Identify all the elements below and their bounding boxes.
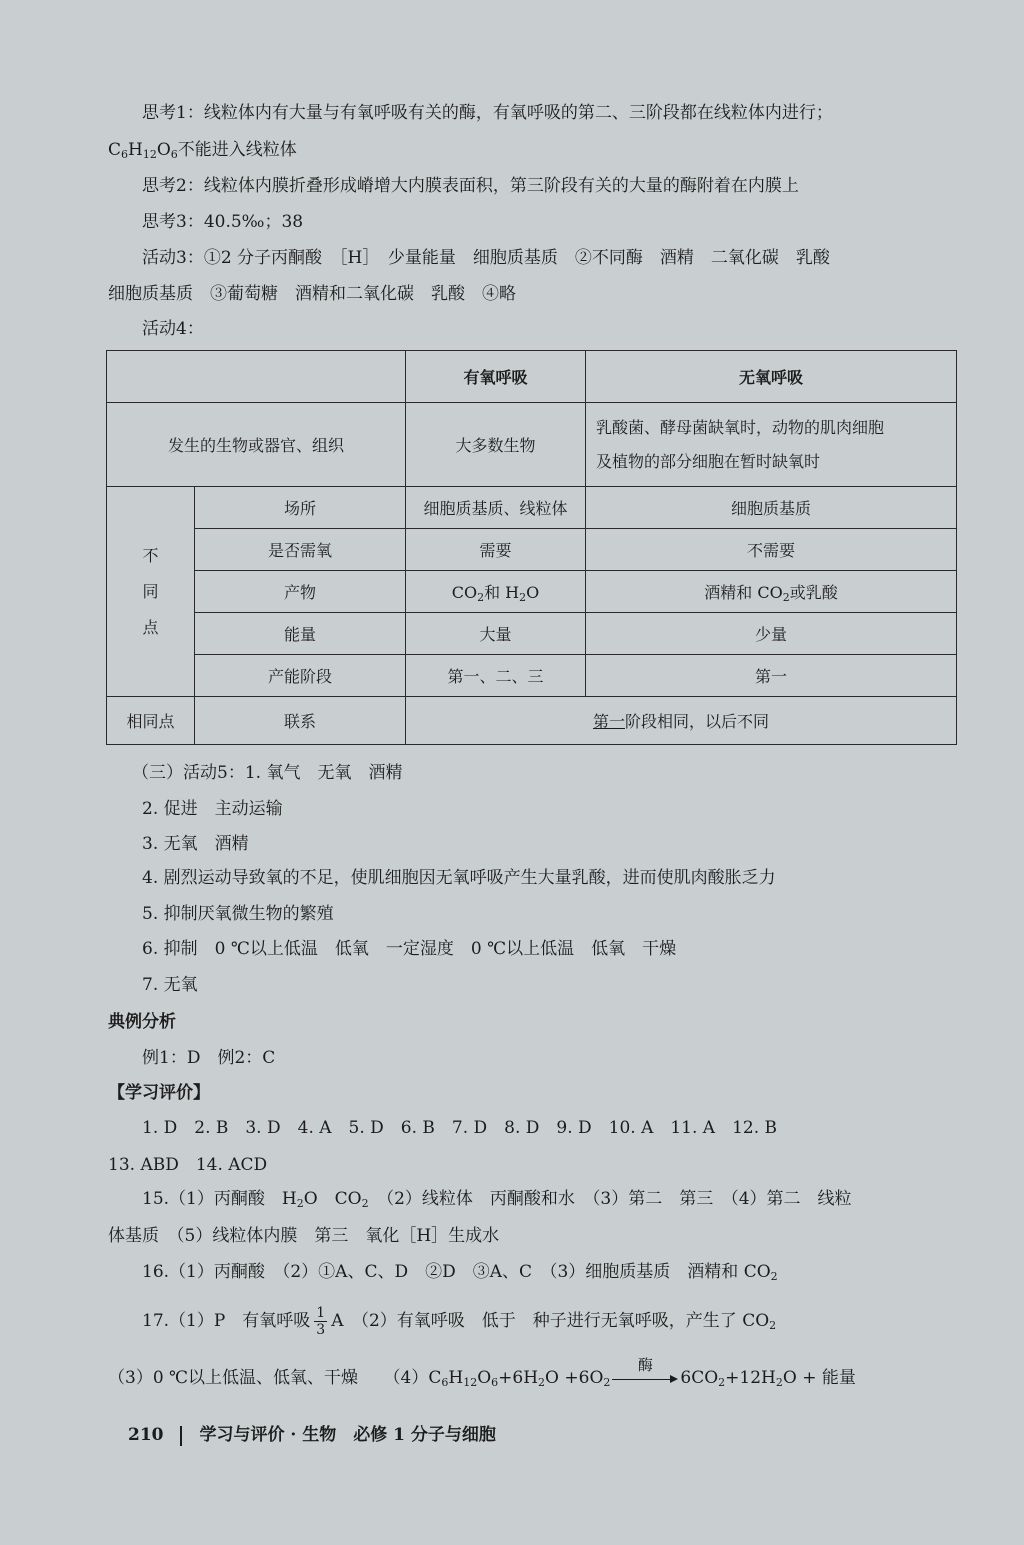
fraction-one-third: $\frac{1}{3}$ — [316, 1305, 326, 1338]
same-text: 第一阶段相同，以后不同 — [406, 697, 957, 745]
example-answers: 例1：D 例2：C — [142, 1048, 276, 1068]
energy-anaerobic: 少量 — [586, 613, 957, 655]
think3-line: 思考3：40.5‰；38 — [142, 212, 304, 232]
location-aerobic: 细胞质基质、线粒体 — [406, 487, 586, 529]
organisms-anaerobic: 乳酸菌、酵母菌缺氧时，动物的肌肉细胞 及植物的部分细胞在暂时缺氧时 — [586, 403, 957, 487]
item-oxygen: 是否需氧 — [195, 529, 406, 571]
activity5-line-6: 6. 抑制 0 ℃以上低温 低氧 一定湿度 0 ℃以上低温 低氧 干燥 — [142, 939, 677, 959]
think1-line-a: 思考1：线粒体内有大量与有氧呼吸有关的酶，有氧呼吸的第二、三阶段都在线粒体内进行； — [142, 103, 833, 123]
think2-line: 思考2：线粒体内膜折叠形成嵴增大内膜表面积，第三阶段有关的大量的酶附着在内膜上 — [142, 176, 799, 196]
activity5-line-7: 7. 无氧 — [142, 975, 198, 995]
question17-line-a: 17.（1）P 有氧呼吸 $\frac{1}{3}$ A （2）有氧呼吸 低于 种子进行无氧呼吸，产生了 $CO_2$ — [142, 1305, 777, 1338]
page-number: 210 — [128, 1425, 164, 1445]
example-heading: 典例分析 — [108, 1012, 176, 1032]
oxygen-aerobic: 需要 — [406, 529, 586, 571]
activity3-line-b: 细胞质基质 ③葡萄糖 酒精和二氧化碳 乳酸 ④略 — [108, 284, 516, 304]
activity5-line-5: 5. 抑制厌氧微生物的繁殖 — [142, 904, 334, 924]
table-row — [107, 487, 957, 529]
activity4-label: 活动4： — [142, 319, 204, 339]
item-energy-stage: 产能阶段 — [195, 655, 406, 697]
same-label: 相同点 — [107, 697, 195, 745]
page-footer — [128, 1420, 496, 1446]
activity5-line-4: 4. 剧烈运动导致氧的不足，使肌细胞因无氧呼吸产生大量乳酸，进而使肌肉酸胀乏力 — [142, 868, 776, 888]
table-row-organisms — [107, 403, 957, 487]
question17-line-b: （3）0 ℃以上低温、低氧、干燥 $(4)C_6H_{12}O_6+6H_2O +6O_2$ 酶 $6CO_2+12H_2O$ + 能量 — [108, 1355, 856, 1389]
reaction-arrow: 酶 — [612, 1367, 678, 1391]
header-aerobic: 有氧呼吸 — [406, 351, 586, 403]
stage-anaerobic: 第一 — [586, 655, 957, 697]
question16-line: 16.（1）丙酮酸 （2）①A、C、D ②D ③A、C （3）细胞质基质 酒精和 $CO_2$ — [142, 1262, 778, 1283]
products-anaerobic: 酒精和 $CO_2$或乳酸 — [586, 571, 957, 613]
energy-aerobic: 大量 — [406, 613, 586, 655]
evaluation-heading: 【学习评价】 — [108, 1083, 210, 1103]
activity5-line-2: 2. 促进 主动运输 — [142, 799, 283, 819]
activity5-line-3: 3. 无氧 酒精 — [142, 834, 249, 854]
answers-13-14: 13. ABD 14. ACD — [108, 1155, 268, 1175]
think1-line-b: $C_6H_{12}O_6$不能进入线粒体 — [108, 140, 297, 161]
question15-line-a: 15.（1）丙酮酸 $H_2O$ $CO_2$ （2）线粒体 丙酮酸和水 （3）第二 第三 （4）第二 线粒 — [142, 1189, 852, 1210]
table-row — [107, 655, 957, 697]
same-item: 联系 — [195, 697, 406, 745]
item-energy: 能量 — [195, 613, 406, 655]
header-anaerobic: 无氧呼吸 — [586, 351, 957, 403]
organisms-aerobic: 大多数生物 — [406, 403, 586, 487]
item-location: 场所 — [195, 487, 406, 529]
table-row — [107, 571, 957, 613]
header-empty-cell — [107, 351, 406, 403]
stage-aerobic: 第一、二、三 — [406, 655, 586, 697]
respiration-comparison-table — [106, 350, 957, 745]
question15-line-b: 体基质 （5）线粒体内膜 第三 氧化［H］生成水 — [108, 1226, 500, 1246]
item-products: 产物 — [195, 571, 406, 613]
activity3-line-a: 活动3：①2 分子丙酮酸 ［H］ 少量能量 细胞质基质 ②不同酶 酒精 二氧化碳 乳酸 — [142, 248, 830, 268]
difference-label: 不 同 点 — [107, 487, 195, 697]
table-row — [107, 529, 957, 571]
oxygen-anaerobic: 不需要 — [586, 529, 957, 571]
book-title: 学习与评价 · 生物 必修 1 分子与细胞 — [199, 1425, 496, 1445]
location-anaerobic: 细胞质基质 — [586, 487, 957, 529]
table-row — [107, 613, 957, 655]
answers-1-12: 1. D 2. B 3. D 4. A 5. D 6. B 7. D 8. D 9. D 10. A 11. A 12. B — [142, 1118, 778, 1138]
products-aerobic: $CO_2$和 $H_2O$ — [406, 571, 586, 613]
activity5-line-1: （三）活动5：1. 氧气 无氧 酒精 — [132, 763, 403, 783]
footer-divider — [180, 1426, 182, 1446]
table-row-same — [107, 697, 957, 745]
organisms-label: 发生的生物或器官、组织 — [107, 403, 406, 487]
table-header-row — [107, 351, 957, 403]
